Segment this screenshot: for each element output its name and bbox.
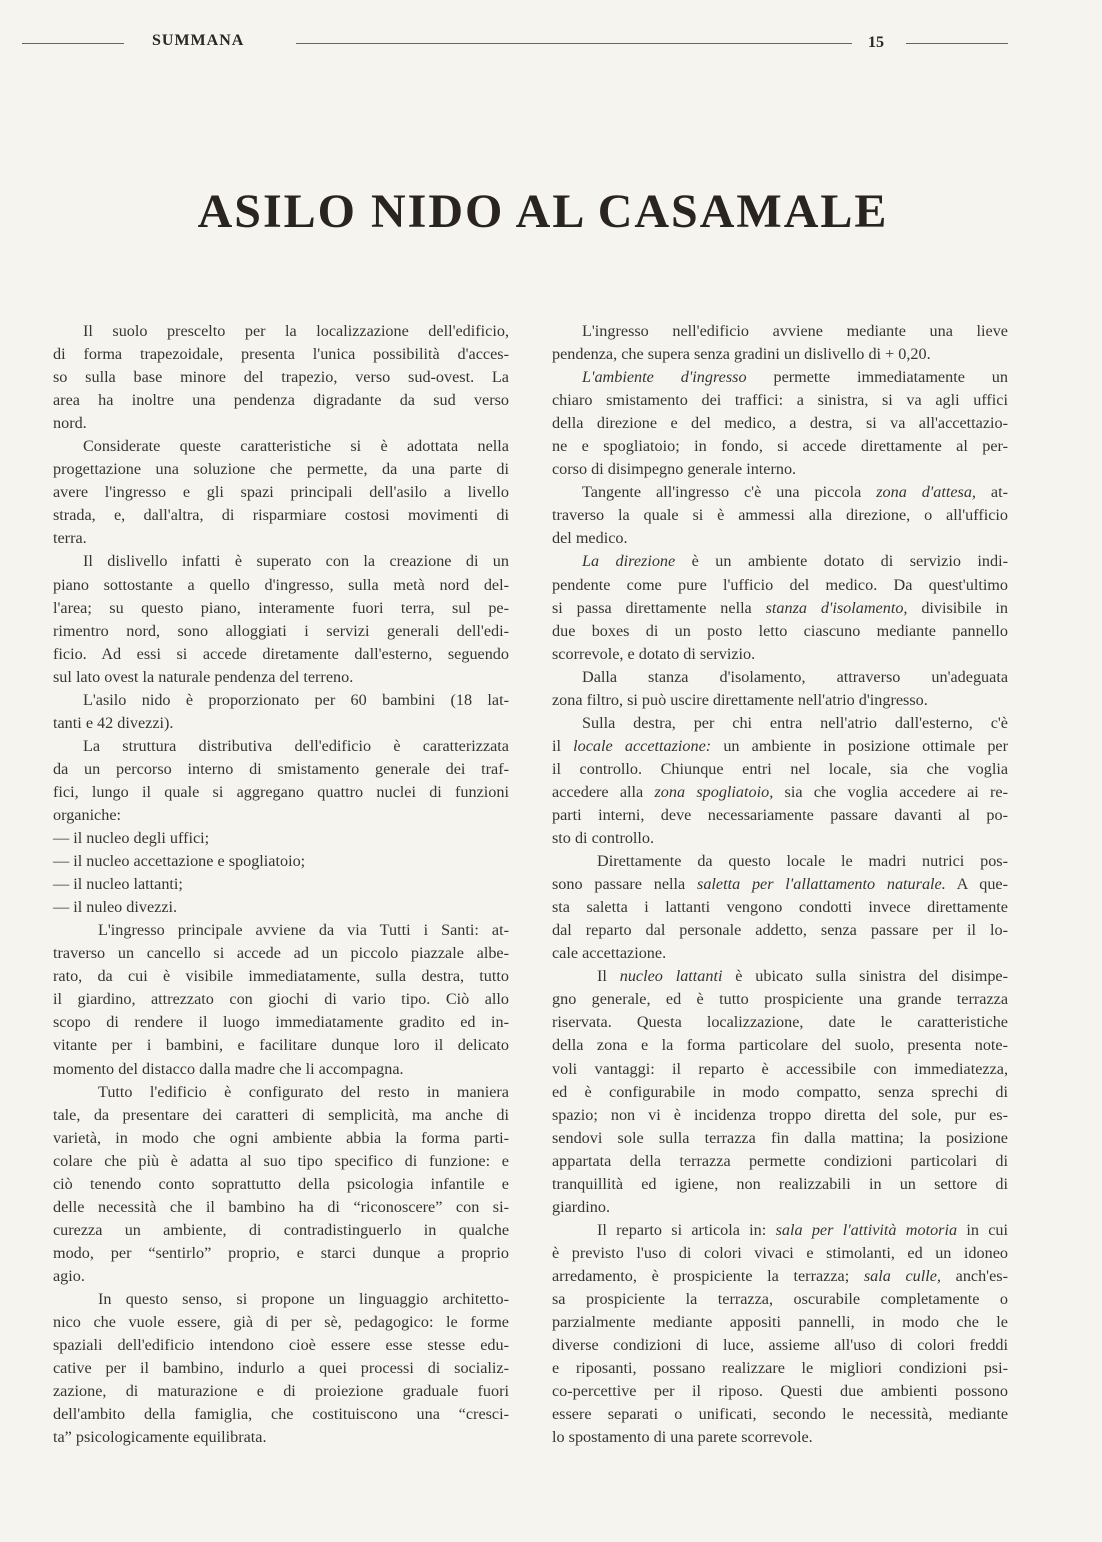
text-line: terra. (53, 529, 87, 548)
text-line: varietà, in modo che ogni ambiente abbia la forma parti- (53, 1128, 509, 1147)
text-line: nord. (53, 414, 87, 433)
text-line: piano sottostante a quello d'ingresso, sulla metà nord del- (53, 575, 509, 594)
text-line: strada, e, dall'altra, di risparmiare costosi movimenti di (53, 506, 509, 525)
text-line: è previsto l'uso di colori vivaci e stimolanti, ed un idoneo (552, 1243, 1008, 1262)
text-line: tranquillità ed igiene, non realizzabili in un settore di (552, 1174, 1008, 1193)
emphasized-term: sala culle, (863, 1266, 941, 1285)
text-line: organiche: (53, 805, 122, 824)
text-line: ed è configurabile in modo compatto, senza sprechi di (552, 1082, 1008, 1101)
text-line: essere separati o unificati, secondo le necessità, mediante (552, 1405, 1008, 1424)
text-line: ta” psicologicamente equilibrata. (53, 1428, 267, 1447)
text-line: Tutto l'edificio è configurato del resto in maniera (98, 1082, 509, 1101)
text-line: — il nucleo lattanti; (53, 875, 183, 894)
text-line: ficio. Ad essi si accede diretamente dall'esterno, seguendo (53, 644, 509, 663)
text-line: cative per il bambino, indurlo a quei processi di socializ- (53, 1359, 509, 1378)
text-line: Considerate queste caratteristiche si è adottata nella (83, 437, 509, 456)
text-line: giardino. (552, 1197, 610, 1216)
text-line: traverso la quale si è ammessi alla direzione, o all'ufficio (552, 506, 1008, 525)
text-line: voli vantaggi: il reparto è accessibile con immediatezza, (552, 1059, 1008, 1078)
text-line: colare che più è adatta al suo tipo specifico di funzione: e (53, 1151, 509, 1170)
emphasized-term: L'ambiente d'ingresso (582, 368, 747, 387)
text-line: da un percorso interno di smistamento generale dei traf- (53, 759, 509, 778)
text-line: — il nucleo accettazione e spogliatoio; (53, 852, 306, 871)
text-line: zazione, di maturazione e di proiezione graduale fuori (53, 1382, 509, 1401)
text-line: progettazione una soluzione che permette, da una parte di (53, 460, 509, 479)
text-line: — il nuleo divezzi. (53, 898, 178, 917)
text-line: sa prospiciente la terrazza, oscurabile completamente o (552, 1289, 1008, 1308)
text-line: due boxes di un posto letto ciascuno mediante pannello (552, 621, 1008, 640)
emphasized-term: nucleo lattanti (619, 967, 723, 986)
text-line: si passa direttamente nella stanza d'isolamento, divisibile in (552, 598, 1008, 617)
text-line: dal reparto dal personale addetto, senza passare per il lo- (552, 921, 1008, 940)
text-line: parti interni, deve necessariamente passare davanti al po- (552, 805, 1008, 824)
text-line: nico che vuole essere, già di per sè, pedagogico: le forme (53, 1313, 509, 1332)
text-line: il giardino, attrezzato con giochi di vario tipo. Ciò allo (53, 990, 509, 1009)
running-header (0, 30, 1102, 56)
text-line: il controllo. Chiunque entri nel locale, sia che voglia (552, 759, 1008, 778)
text-line: sendovi sole sulla terrazza fin dalla mattina; la posizione (552, 1128, 1008, 1147)
text-line: lo spostamento di una parete scorrevole. (552, 1428, 813, 1447)
page-number: 15 (868, 34, 884, 51)
text-line: cale accettazione. (552, 944, 667, 963)
text-line: chiaro smistamento dei traffici: a sinistra, si va agli uffici (552, 391, 1008, 410)
header-rule-middle (296, 43, 852, 44)
text-line: agio. (53, 1266, 85, 1285)
header-rule-right (906, 43, 1008, 44)
text-line: traverso un cancello si accede ad un piccolo piazzale albe- (53, 944, 509, 963)
text-line: zona filtro, si può uscire direttamente nell'atrio d'ingresso. (552, 690, 928, 709)
text-line: Direttamente da questo locale le madri nutrici pos- (597, 852, 1008, 871)
emphasized-term: sala per l'attività motoria (775, 1220, 958, 1239)
text-line: Sulla destra, per chi entra nell'atrio dall'esterno, c'è (582, 713, 1008, 732)
text-line: gno generale, ed è tutto prospiciente una grande terrazza (552, 990, 1008, 1009)
text-line: Il suolo prescelto per la localizzazione dell'edificio, (83, 322, 509, 340)
text-line: scopo di rendere il luogo immediatamente gradito ed in- (53, 1013, 509, 1032)
emphasized-term: zona spogliatoio, (654, 782, 774, 801)
text-line: pendenza, che supera senza gradini un dislivello di + 0,20. (552, 345, 931, 364)
text-line: L'ambiente d'ingresso permette immediatamente un (582, 368, 1008, 387)
text-line: il locale accettazione: un ambiente in posizione ottimale per (552, 736, 1008, 755)
text-line: co-percettive per il riposo. Questi due ambienti possono (552, 1382, 1008, 1401)
emphasized-term: zona d'attesa, (876, 483, 976, 502)
text-line: L'ingresso principale avviene da via Tutti i Santi: at- (98, 921, 509, 940)
text-line: Il reparto si articola in: sala per l'attività motoria in cui (597, 1220, 1008, 1239)
text-line: so sulla base minore del trapezio, verso sud-ovest. La (53, 368, 509, 387)
text-line: tale, da presentare dei caratteri di semplicità, ma anche di (53, 1105, 509, 1124)
text-line: avere l'ingresso e gli spazi principali dell'asilo a livello (53, 483, 509, 502)
text-line: spaziali dell'edificio intendono cioè essere esse stesse edu- (53, 1336, 509, 1355)
text-line: ne e spogliatoio; in fondo, si accede direttamente al per- (552, 437, 1008, 456)
emphasized-term: La direzione (582, 552, 676, 571)
text-line: area ha inoltre una pendenza digradante da sud verso (53, 391, 509, 410)
text-line: della direzione e del medico, a destra, si va all'accettazio- (552, 414, 1008, 433)
text-line: rimentro nord, sono alloggiati i servizi generali dell'edi- (53, 621, 509, 640)
text-line: In questo senso, si propone un linguaggio architetto- (98, 1289, 509, 1308)
text-line: L'asilo nido è proporzionato per 60 bambini (18 lat- (83, 690, 509, 709)
text-line: Dalla stanza d'isolamento, attraverso un'adeguata (582, 667, 1008, 686)
text-line: pendente come pure l'ufficio del medico. Da quest'ultimo (552, 575, 1008, 594)
text-line: delle necessità che il bambino ha di “riconoscere” con si- (53, 1197, 509, 1216)
emphasized-term: stanza d'isolamento, (765, 598, 908, 617)
text-line: Il nucleo lattanti è ubicato sulla sinistra del disimpe- (597, 967, 1009, 986)
text-line: ciò tenendo conto soprattutto della psicologia infantile e (53, 1174, 509, 1193)
article-title: ASILO NIDO AL CASAMALE (197, 185, 889, 238)
left-column (53, 320, 509, 1449)
text-line: corso di disimpegno generale interno. (552, 460, 797, 479)
text-line: fici, lungo il quale si aggregano quattro nuclei di funzioni (53, 782, 509, 801)
text-line: appartata della terrazza permette condizioni particolari di (552, 1151, 1008, 1170)
text-line: del medico. (552, 529, 628, 548)
text-line: La struttura distributiva dell'edificio è caratterizzata (83, 736, 509, 755)
text-line: sono passare nella saletta per l'allattamento naturale. A que- (552, 875, 1008, 894)
text-line: scorrevole, e dotato di servizio. (552, 644, 756, 663)
text-line: e riposanti, possano realizzare le migliori condizioni psi- (552, 1359, 1008, 1378)
text-line: modo, per “sentirlo” proprio, e starci dunque a proprio (53, 1243, 509, 1262)
text-line: curezza un ambiente, di contradistinguerlo in qualche (53, 1220, 509, 1239)
right-column (552, 320, 1008, 1449)
text-line: — il nucleo degli uffici; (53, 829, 210, 848)
publication-name: SUMMANA (152, 32, 245, 49)
emphasized-term: saletta per l'allattamento naturale. (697, 875, 946, 894)
text-line: diverse condizioni di luce, assieme all'uso di colori freddi (552, 1336, 1008, 1355)
text-line: tanti e 42 divezzi). (53, 713, 174, 732)
header-rule-left (22, 43, 124, 44)
text-line: L'ingresso nell'edificio avviene mediante una lieve (582, 322, 1008, 340)
emphasized-term: locale accettazione: (573, 736, 712, 755)
text-line: sto di controllo. (552, 829, 655, 848)
text-line: rato, da cui è visibile immediatamente, sulla destra, tutto (53, 967, 509, 986)
text-line: sta saletta i lattanti vengono condotti invece direttamente (552, 898, 1008, 917)
text-line: La direzione è un ambiente dotato di servizio indi- (582, 552, 1008, 571)
text-line: della zona e la forma particolare del suolo, presenta note- (552, 1036, 1008, 1055)
text-line: vitante per i bambini, e facilitare dunque loro il delicato (53, 1036, 509, 1055)
text-line: sul lato ovest la naturale pendenza del terreno. (53, 667, 354, 686)
text-line: dell'ambito della famiglia, che costituiscono una “cresci- (53, 1405, 509, 1424)
text-line: spazio; non vi è incidenza troppo diretta del sole, pur es- (552, 1105, 1008, 1124)
text-line: di forma trapezoidale, presenta l'unica possibilità d'acces- (53, 345, 509, 364)
text-line: Tangente all'ingresso c'è una piccola zona d'attesa, at- (582, 483, 1008, 502)
text-line: accedere alla zona spogliatoio, sia che voglia accedere ai re- (552, 782, 1008, 801)
text-line: momento del distacco dalla madre che li accompagna. (53, 1059, 404, 1078)
text-line: Il dislivello infatti è superato con la creazione di un (83, 552, 509, 571)
text-line: riservata. Questa localizzazione, date le caratteristiche (552, 1013, 1008, 1032)
text-line: l'area; su questo piano, interamente fuori terra, sul pe- (53, 598, 509, 617)
text-line: arredamento, è prospiciente la terrazza; sala culle, anch'es- (552, 1266, 1008, 1285)
text-line: parzialmente mediante appositi pannelli, in modo che le (552, 1313, 1008, 1332)
